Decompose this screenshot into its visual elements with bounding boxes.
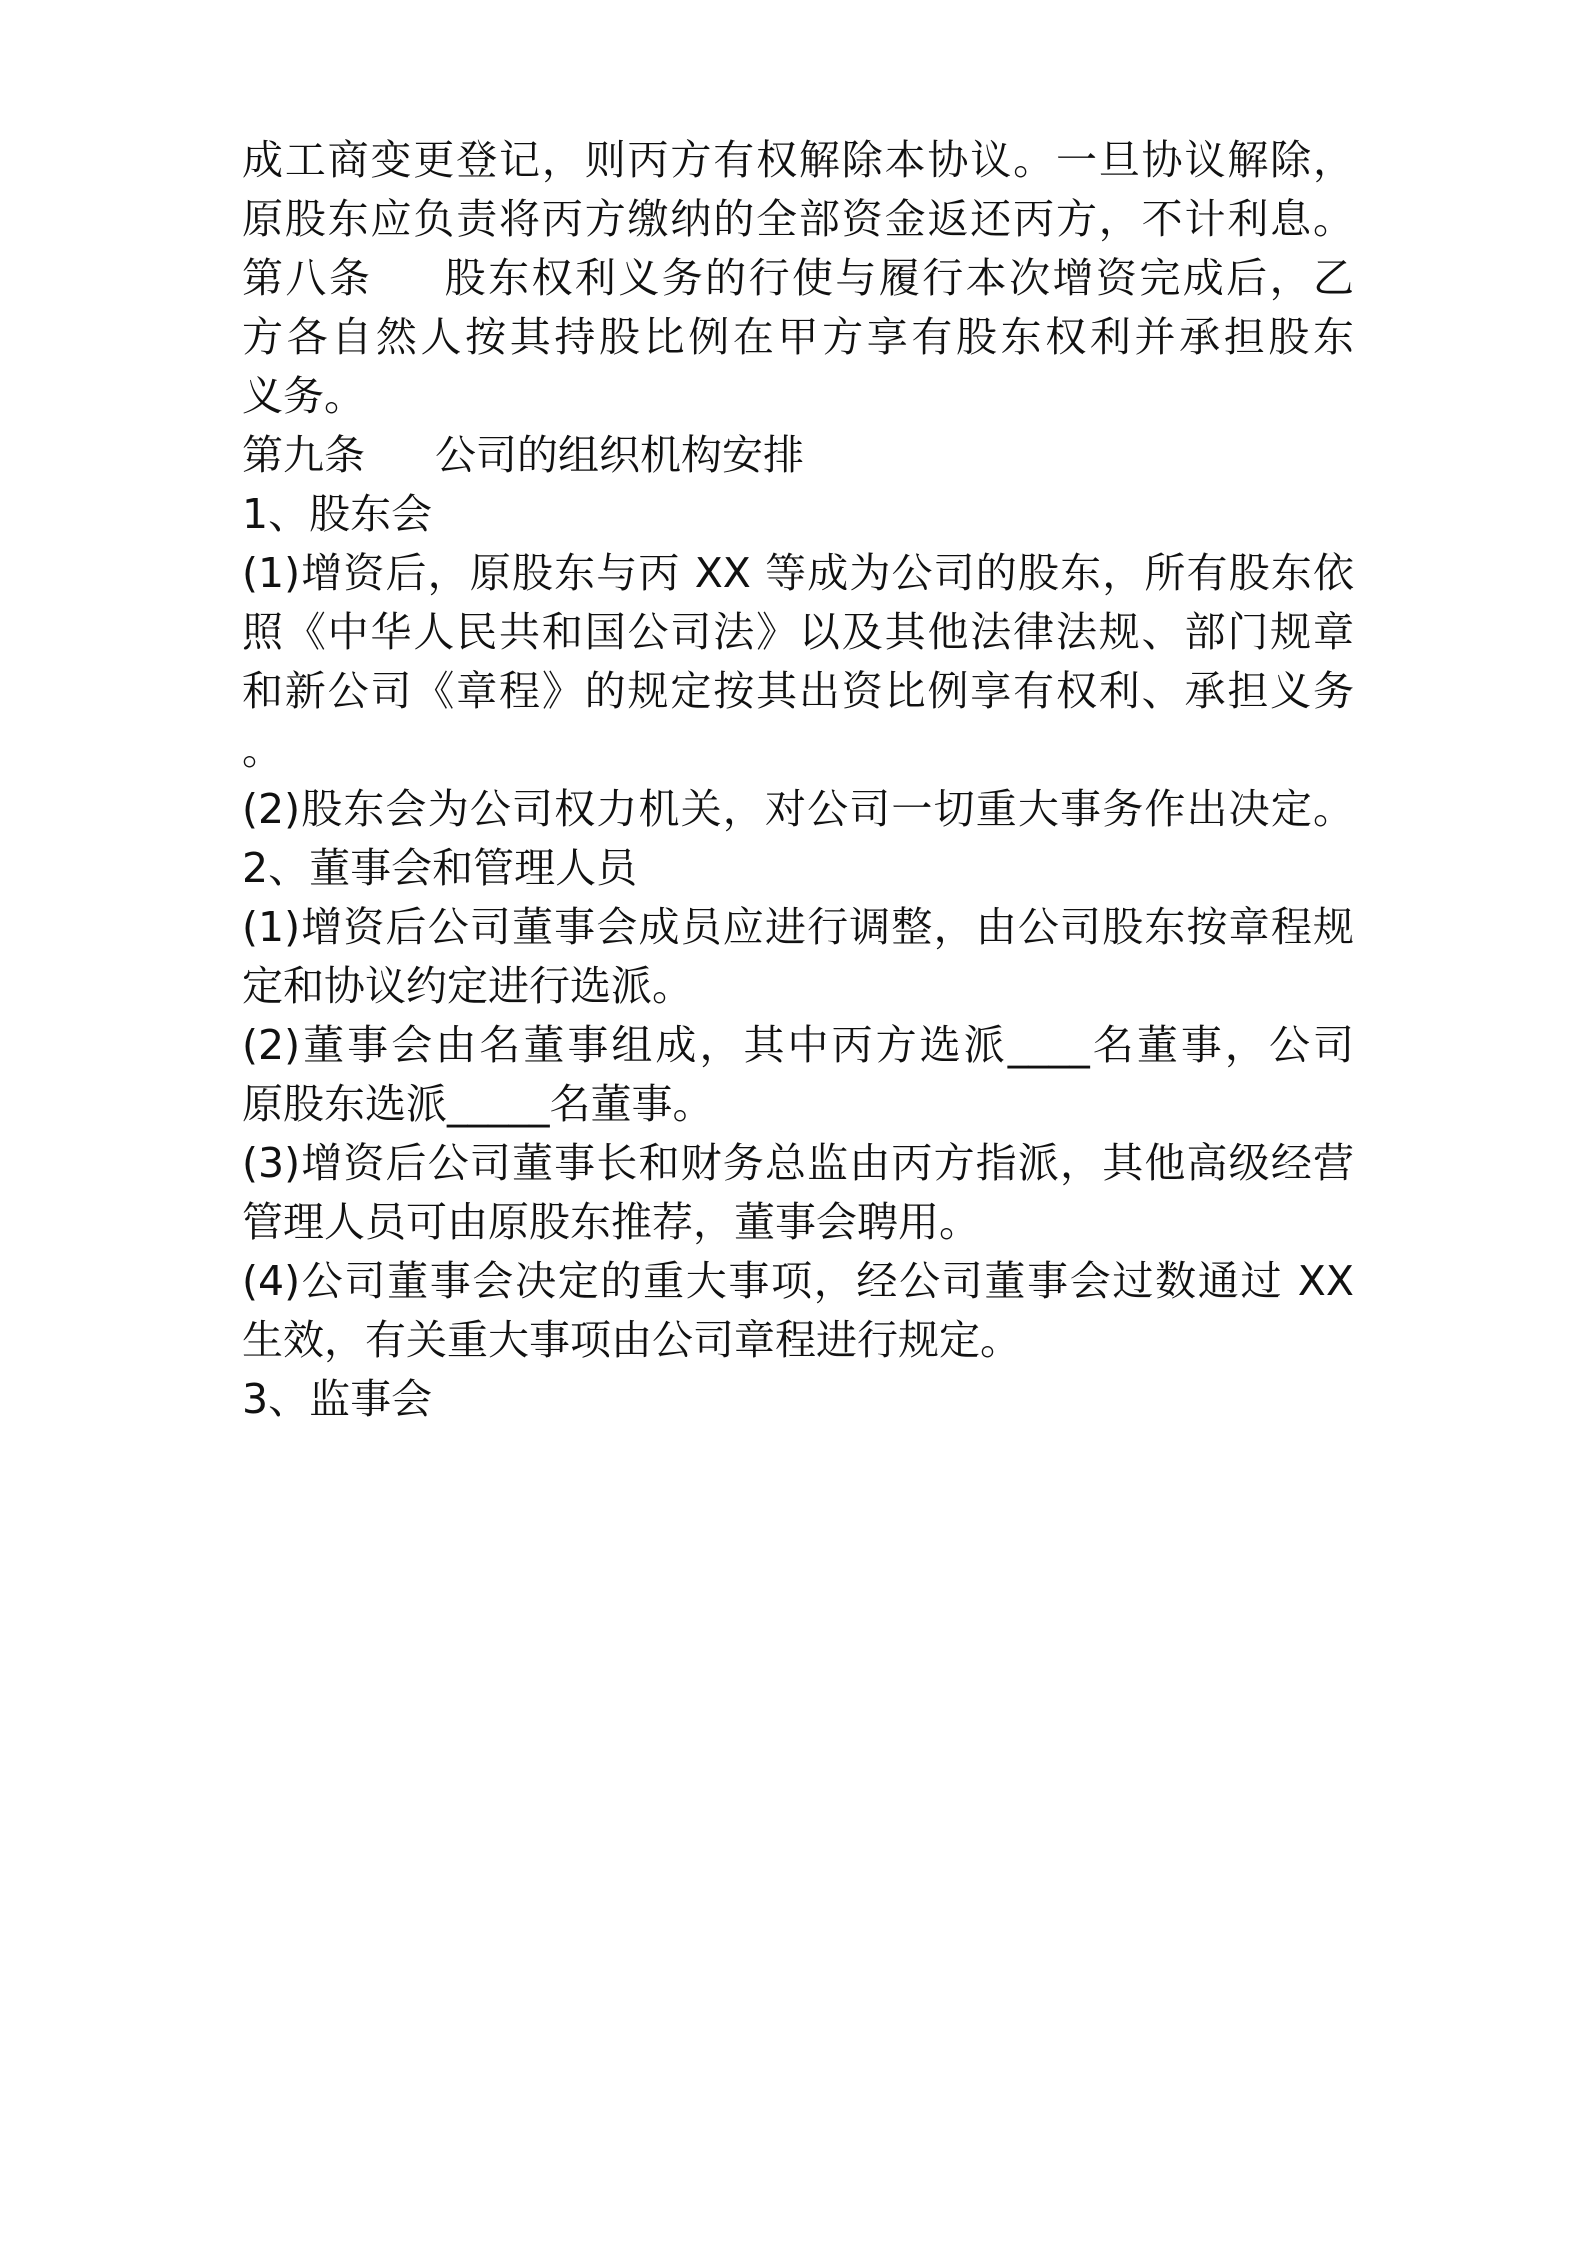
body-line: 和新公司《章程》的规定按其出资比例享有权利、承担义务 [242,667,1354,715]
article-9-label: 第九条 [242,431,365,479]
section-heading: 1、股东会 [242,490,433,538]
article-9-text: 公司的组织机构安排 [435,431,804,479]
body-line: (4)公司董事会决定的重大事项，经公司董事会过数通过 XX [242,1257,1354,1305]
body-line: 管理人员可由原股东推荐，董事会聘用。 [242,1198,980,1246]
body-line: 照《中华人民共和国公司法》以及其他法律法规、部门规章 [242,608,1354,656]
body-line: (2)股东会为公司权力机关，对公司一切重大事务作出决定。 [242,785,1354,833]
body-line: 定和协议约定进行选派。 [242,962,693,1010]
body-line: 成工商变更登记，则丙方有权解除本协议。一旦协议解除， [242,136,1354,184]
body-line: 方各自然人按其持股比例在甲方享有股东权利并承担股东 [242,313,1354,361]
body-line: 。 [242,726,283,774]
body-line: 原股东应负责将丙方缴纳的全部资金返还丙方，不计利息。 [242,195,1354,243]
section-heading: 2、董事会和管理人员 [242,844,638,892]
section-heading: 3、监事会 [242,1375,433,1423]
article-8-text: 股东权利义务的行使与履行本次增资完成后，乙 [442,254,1354,302]
body-line: (1)增资后公司董事会成员应进行调整，由公司股东按章程规 [242,903,1354,951]
body-line: 义务。 [242,372,365,420]
body-line: 生效，有关重大事项由公司章程进行规定。 [242,1316,1021,1364]
article-8-label: 第八条 [242,254,373,302]
body-line: (2)董事会由名董事组成，其中丙方选派____名董事，公司 [242,1021,1354,1069]
body-line: 原股东选派_____名董事。 [242,1080,714,1128]
body-line: (1)增资后，原股东与丙 XX 等成为公司的股东，所有股东依 [242,549,1354,597]
body-line: (3)增资后公司董事长和财务总监由丙方指派，其他高级经营 [242,1139,1354,1187]
